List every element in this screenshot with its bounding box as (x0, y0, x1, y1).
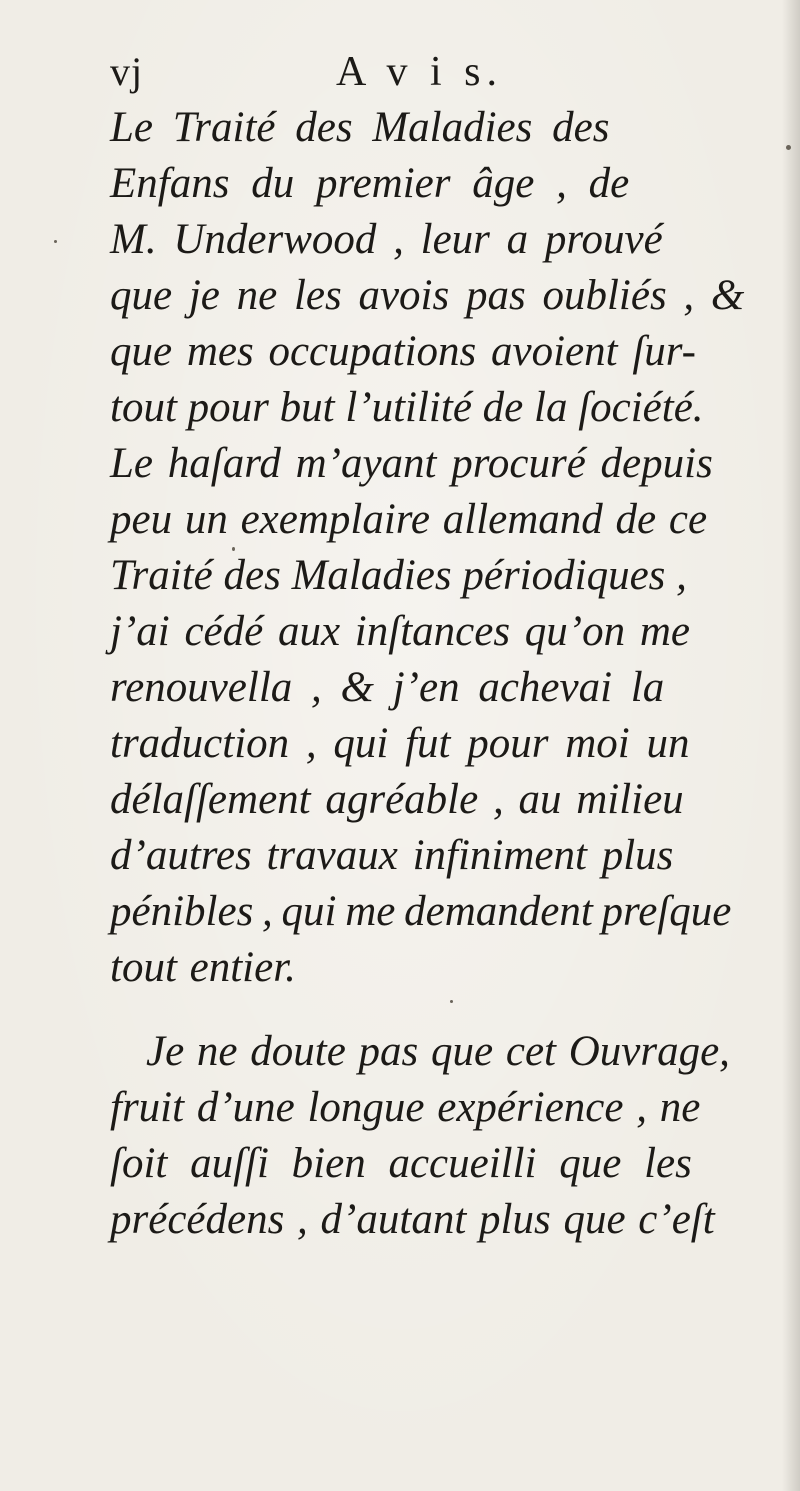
paper-speck (232, 547, 235, 551)
page-header (110, 44, 710, 100)
text-line: délaſſement agréable , au milieu (110, 776, 684, 823)
text-line: renouvella , & j’en achevai la (110, 664, 665, 711)
text-line: peu un exemplaire allemand de ce (110, 496, 708, 543)
text-line: pénibles , qui me demandent preſque (110, 888, 732, 935)
text-line: Traité des Maladies périodiques , (110, 552, 687, 599)
text-line: M. Underwood , leur a prouvé (110, 216, 663, 263)
text-line: d’autres travaux infiniment plus (110, 832, 674, 879)
paragraph-start-line: Je ne doute pas que cet Ouvrage, (146, 1028, 730, 1075)
text-line: ſoit auſſi bien accueilli que les (110, 1140, 692, 1187)
text-line: Le haſard m’ayant procuré depuis (110, 440, 713, 487)
text-line: Le Traité des Maladies des (110, 104, 610, 151)
text-line: Enfans du premier âge , de (110, 160, 630, 207)
text-line: que je ne les avois pas oubliés , & (110, 272, 745, 319)
text-line: tout pour but l’utilité de la ſociété. (110, 384, 704, 431)
text-line: fruit d’une longue expérience , ne (110, 1084, 701, 1131)
text-line: traduction , qui fut pour moi un (110, 720, 690, 767)
page-number: vj (110, 49, 144, 94)
text-line: précédens , d’autant plus que c’eſt (110, 1196, 715, 1243)
page-edge-shadow (782, 0, 800, 1491)
paper-speck (54, 240, 57, 243)
paper-speck (450, 1000, 453, 1003)
text-line: que mes occupations avoient ſur- (110, 328, 696, 375)
running-head: A v i s. (336, 49, 504, 95)
text-line: j’ai cédé aux inſtances qu’on me (110, 608, 691, 655)
text-line: tout entier. (110, 944, 296, 991)
paper-speck (786, 145, 791, 150)
